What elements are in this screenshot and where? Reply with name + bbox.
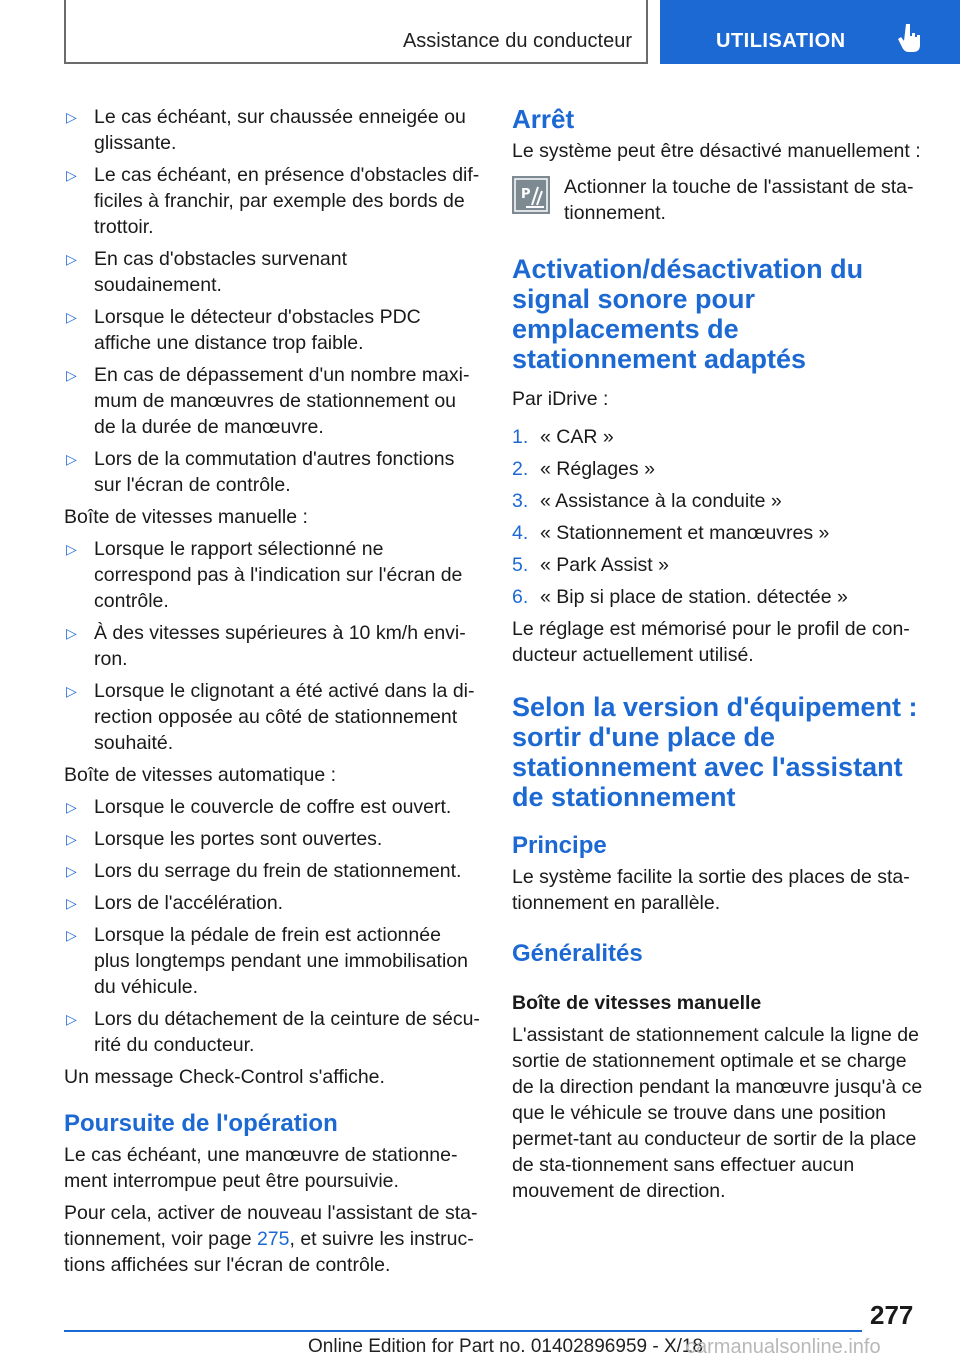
list-item-text: Lorsque le couvercle de coffre est ouvert. [94, 796, 452, 818]
page-number: 277 [870, 1300, 914, 1330]
resume-instruction [64, 1200, 480, 1278]
list-item [64, 858, 480, 884]
page-link[interactable]: 275 [256, 1228, 290, 1250]
manual-heading: Boîte de vitesses manuelle [512, 992, 762, 1014]
triangle-bullet-icon: ▷ [66, 541, 77, 557]
automatic-gearbox-label: Boîte de vitesses automatique : [64, 764, 337, 786]
step-number: 2. [512, 458, 529, 480]
header-chapter-tab [660, 0, 960, 64]
list-item [64, 794, 480, 820]
triangle-bullet-icon: ▷ [66, 367, 77, 383]
list-item [512, 424, 930, 450]
footer-divider [64, 1330, 862, 1332]
list-item [64, 826, 480, 852]
header-section-box [64, 0, 648, 64]
triangle-bullet-icon: ▷ [66, 309, 77, 325]
stop-text: Le système peut être désactivé manuellement : [512, 140, 921, 162]
list-item-text: Lorsque la pédale de frein est actionnée plus longtemps pendant une immobilisation du véhicule. [94, 924, 468, 998]
list-item [64, 104, 480, 156]
watermark: carmanualsonline.info [686, 1336, 881, 1358]
list-item [512, 456, 930, 482]
list-item [512, 488, 930, 514]
step-text: « Réglages » [540, 458, 655, 480]
right-column [512, 104, 930, 1210]
list-item-text: Lors du serrage du frein de stationnement. [94, 860, 462, 882]
principle-heading: Principe [512, 832, 607, 859]
triangle-bullet-icon: ▷ [66, 831, 77, 847]
stop-heading: Arrêt [512, 104, 575, 134]
hand-pointer-icon [898, 22, 922, 54]
step-number: 5. [512, 554, 529, 576]
signal-heading: Activation/désactivation du signal sonore pour emplacements de stationnement adaptés [512, 254, 864, 374]
list-item-text: Le cas échéant, sur chaussée enneigée ou glissante. [94, 106, 466, 154]
list-item-text: Lorsque le clignotant a été activé dans la di-rection opposée au côté de stationnement souhaité. [94, 680, 475, 754]
triangle-bullet-icon: ▷ [66, 863, 77, 879]
principle-text: Le système facilite la sortie des places de sta-tionnement en parallèle. [512, 866, 910, 914]
step-text: « Park Assist » [540, 554, 669, 576]
triangle-bullet-icon: ▷ [66, 167, 77, 183]
step-text: « Stationnement et manœuvres » [540, 522, 830, 544]
triangle-bullet-icon: ▷ [66, 109, 77, 125]
step-number: 1. [512, 426, 529, 448]
list-item [64, 162, 480, 240]
list-item [512, 520, 930, 546]
general-heading: Généralités [512, 940, 643, 967]
resume-heading: Poursuite de l'opération [64, 1110, 338, 1137]
list-item-text: Lorsque le rapport sélectionné ne correspond pas à l'indication sur l'écran de contrôle. [94, 538, 463, 612]
list-item-text: À des vitesses supérieures à 10 km/h envi-ron. [94, 622, 466, 670]
park-assist-button-icon [512, 176, 550, 214]
step-text: « Bip si place de station. détectée » [540, 586, 848, 608]
list-item [512, 584, 930, 610]
header-section-title: Assistance du conducteur [402, 30, 632, 52]
step-number: 6. [512, 586, 529, 608]
triangle-bullet-icon: ▷ [66, 451, 77, 467]
list-item-text: En cas de dépassement d'un nombre maxi-mum de manœuvres de stationnement ou de la durée de manœuvre. [94, 364, 470, 438]
step-text: « CAR » [540, 426, 614, 448]
footer-edition: Online Edition for Part no. 01402896959 - X/18 [308, 1336, 704, 1357]
resume-instruction-part: , et suivre les instruc-tions affichées sur l'écran de contrôle. [64, 1228, 474, 1276]
triangle-bullet-icon: ▷ [66, 799, 77, 815]
list-item [64, 678, 480, 756]
list-item [64, 1006, 480, 1058]
steps-note: Le réglage est mémorisé pour le profil de con-ducteur actuellement utilisé. [512, 618, 910, 666]
stop-instruction [512, 174, 930, 226]
list-item-text: Lors de l'accélération. [94, 892, 284, 914]
list-item-text: Lorsque les portes sont ouvertes. [94, 828, 383, 850]
list-item-text: Lorsque le détecteur d'obstacles PDC affiche une distance trop faible. [94, 306, 421, 354]
list-item [64, 922, 480, 1000]
list-item [64, 620, 480, 672]
step-text: « Assistance à la conduite » [540, 490, 782, 512]
resume-text: Le cas échéant, une manœuvre de stationne-ment interrompue peut être poursuivie. [64, 1144, 458, 1192]
manual-text: L'assistant de stationnement calcule la ligne de sortie de stationnement optimale et se charge de la direction pendant la manœuvre jusqu'à ce que le véhicule se trouve dans une position permet-tant au conducteur de sortir de la place de sta-tionnement sans effectuer aucun mouvement de direction. [512, 1024, 923, 1202]
triangle-bullet-icon: ▷ [66, 625, 77, 641]
list-item-text: En cas d'obstacles survenant soudainement. [94, 248, 348, 296]
triangle-bullet-icon: ▷ [66, 927, 77, 943]
manual-gearbox-label: Boîte de vitesses manuelle : [64, 506, 308, 528]
list-item-text: Lors du détachement de la ceinture de sécu-rité du conducteur. [94, 1008, 480, 1056]
list-item [64, 536, 480, 614]
check-control-text: Un message Check-Control s'affiche. [64, 1066, 385, 1088]
triangle-bullet-icon: ▷ [66, 251, 77, 267]
list-item-text: Le cas échéant, en présence d'obstacles dif-ficiles à franchir, par exemple des bords de trottoir. [94, 164, 480, 238]
list-item [64, 446, 480, 498]
triangle-bullet-icon: ▷ [66, 895, 77, 911]
list-item [64, 246, 480, 298]
left-column [64, 104, 480, 1284]
header-chapter-label: UTILISATION [716, 30, 846, 52]
list-item [512, 552, 930, 578]
triangle-bullet-icon: ▷ [66, 683, 77, 699]
stop-instruction-text: Actionner la touche de l'assistant de sta-tionnement. [564, 176, 914, 224]
step-number: 3. [512, 490, 529, 512]
step-number: 4. [512, 522, 529, 544]
list-item [64, 304, 480, 356]
triangle-bullet-icon: ▷ [66, 1011, 77, 1027]
list-item [64, 890, 480, 916]
list-item-text: Lors de la commutation d'autres fonctions sur l'écran de contrôle. [94, 448, 455, 496]
exit-heading: Selon la version d'équipement : sortir d'une place de stationnement avec l'assistant de stationnement [512, 692, 918, 812]
idrive-label: Par iDrive : [512, 388, 609, 410]
resume-instruction-part: Pour cela, activer de nouveau l'assistant de sta-tionnement, voir page [64, 1202, 478, 1250]
svg-text:P: P [521, 187, 531, 202]
list-item [64, 362, 480, 440]
